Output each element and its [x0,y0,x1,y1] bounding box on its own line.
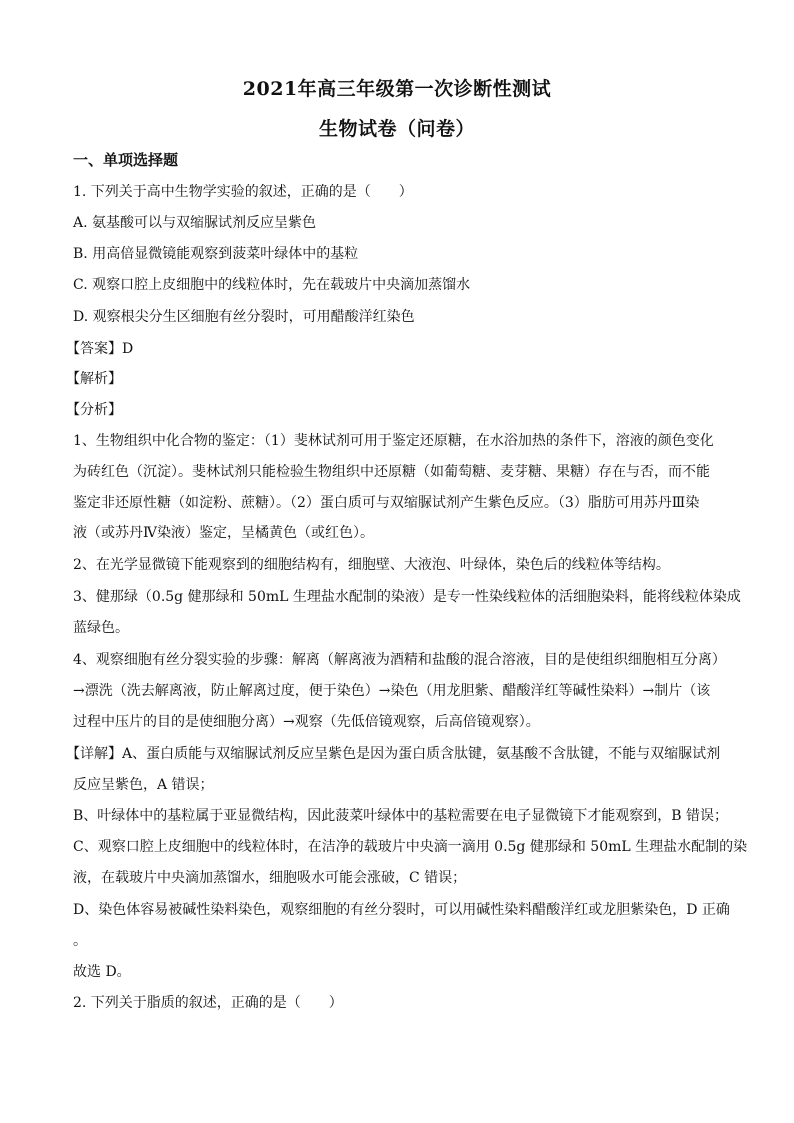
detail-text: 。 [73,933,87,949]
analysis-text: 鉴定非还原性糖（如淀粉、蔗糖）。（2）蛋白质可与双缩脲试剂产生紫色反应。（3）脂肪可用苏丹Ⅲ染 [73,495,700,511]
option-d: D. 观察根尖分生区细胞有丝分裂时，可用醋酸洋红染色 [73,309,415,325]
question-2-stem: 2. 下列关于脂质的叙述，正确的是（ ） [73,995,343,1011]
section-heading: 一、单项选择题 [73,151,179,169]
analysis-text: 3、健那绿（0.5g 健那绿和 50mL 生理盐水配制的染液）是专一性染线粒体的活细胞染料，能将线粒体染成 [73,589,741,605]
document-title: 2021年高三年级第一次诊断性测试 [242,78,552,100]
detail-text: 反应呈紫色，A 错误； [73,777,214,793]
answer-label: 【答案】D [66,341,134,357]
analysis-text: 4、观察细胞有丝分裂实验的步骤：解离（解离液为酒精和盐酸的混合溶液，目的是使组织细胞相互分离） [73,652,726,668]
analysis-text: 2、在光学显微镜下能观察到的细胞结构有，细胞壁、大液泡、叶绿体，染色后的线粒体等结构。 [73,557,670,573]
detail-text: B、叶绿体中的基粒属于亚显微结构，因此菠菜叶绿体中的基粒需要在电子显微镜下才能观察到，B 错误； [73,808,729,824]
conclusion-text: 故选 D。 [73,964,131,980]
analysis-text: →漂洗（洗去解离液，防止解离过度，便于染色）→染色（用龙胆紫、醋酸洋红等碱性染料）→制片（该 [73,683,711,699]
question-1-stem: 1. 下列关于高中生物学实验的叙述，正确的是（ ） [73,184,413,200]
option-c: C. 观察口腔上皮细胞中的线粒体时，先在载玻片中央滴加蒸馏水 [73,277,471,293]
detail-text: 液，在载玻片中央滴加蒸馏水，细胞吸水可能会涨破，C 错误； [73,870,467,886]
detail-text: D、染色体容易被碱性染料染色，观察细胞的有丝分裂时，可以用碱性染料醋酸洋红或龙胆紫染色，D 正确 [73,902,730,918]
detail-text: C、观察口腔上皮细胞中的线粒体时，在洁净的载玻片中央滴一滴用 0.5g 健那绿和 50mL 生理盐水配制的染 [73,839,748,855]
option-a: A. 氨基酸可以与双缩脲试剂反应呈紫色 [73,215,317,231]
analysis-text: 1、生物组织中化合物的鉴定：（1）斐林试剂可用于鉴定还原糖，在水浴加热的条件下，溶液的颜色变化 [73,433,714,449]
analysis-label: 【解析】 [66,371,122,387]
document-subtitle: 生物试卷（问卷） [318,118,475,140]
detail-text: 【详解】A、蛋白质能与双缩脲试剂反应呈紫色是因为蛋白质含肽键，氨基酸不含肽键，不能与双缩脲试剂 [66,746,721,762]
fenxi-label: 【分析】 [66,402,122,418]
analysis-text: 蓝绿色。 [73,620,129,636]
analysis-text: 液（或苏丹Ⅳ染液）鉴定，呈橘黄色（或红色）。 [73,525,374,541]
analysis-text: 过程中压片的目的是使细胞分离）→观察（先低倍镜观察，后高倍镜观察）。 [73,714,540,730]
analysis-text: 为砖红色（沉淀）。斐林试剂只能检验生物组织中还原糖（如葡萄糖、麦芽糖、果糖）存在与否，而不能 [73,464,710,480]
option-b: B. 用高倍显微镜能观察到菠菜叶绿体中的基粒 [73,246,359,262]
